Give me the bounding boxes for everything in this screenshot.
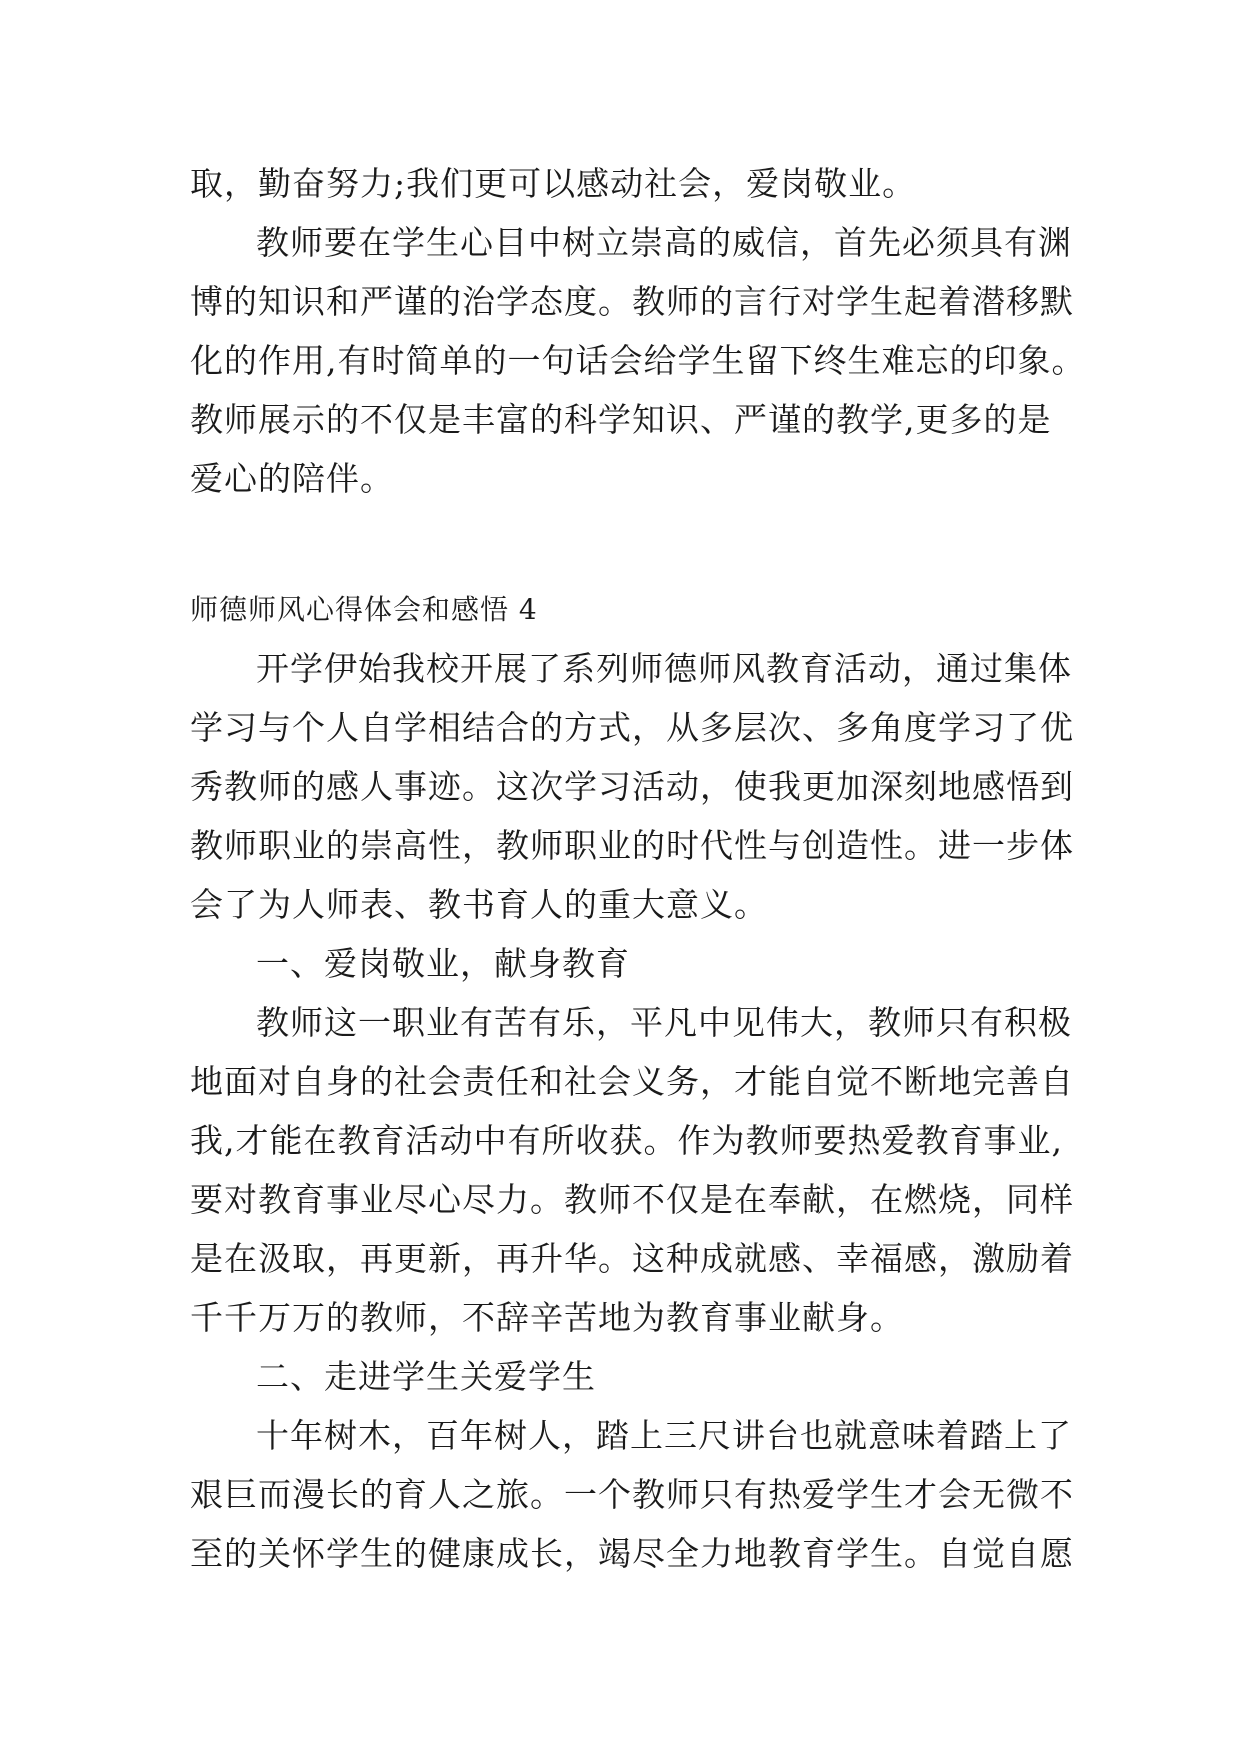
- section-heading: 师德师风心得体会和感悟 4: [190, 593, 538, 626]
- text-line: 博的知识和严谨的治学态度。教师的言行对学生起着潜移默: [190, 282, 1074, 321]
- text-line: 开学伊始我校开展了系列师德师风教育活动，通过集体: [256, 649, 1072, 688]
- text-line: 要对教育事业尽心尽力。教师不仅是在奉献，在燃烧，同样: [190, 1180, 1074, 1219]
- text-line: 学习与个人自学相结合的方式，从多层次、多角度学习了优: [190, 708, 1074, 747]
- text-line: 化的作用,有时简单的一句话会给学生留下终生难忘的印象。: [190, 341, 1086, 380]
- paragraph-1: [190, 213, 1086, 508]
- paragraph-2: [190, 639, 1074, 934]
- text-line: 是在汲取，再更新，再升华。这种成就感、幸福感，激励着: [190, 1239, 1074, 1278]
- text-line: 爱心的陪伴。: [190, 459, 394, 498]
- text-line: 地面对自身的社会责任和社会义务，才能自觉不断地完善自: [190, 1062, 1074, 1101]
- document-page: [190, 154, 1086, 1583]
- text-line: 我,才能在教育活动中有所收获。作为教师要热爱教育事业,: [190, 1121, 1063, 1160]
- section-gap: [190, 508, 1050, 580]
- text-line: 会了为人师表、教书育人的重大意义。: [190, 885, 768, 924]
- text-line: 取，勤奋努力;我们更可以感动社会，爱岗敬业。: [190, 164, 917, 203]
- text-line: 艰巨而漫长的育人之旅。一个教师只有热爱学生才会无微不: [190, 1475, 1074, 1514]
- subheading-2: 二、走进学生关爱学生: [256, 1357, 596, 1396]
- paragraph-intro: [190, 154, 1050, 213]
- text-line: 至的关怀学生的健康成长，竭尽全力地教育学生。自觉自愿: [190, 1534, 1074, 1573]
- text-line: 教师这一职业有苦有乐，平凡中见伟大，教师只有积极: [256, 1003, 1072, 1042]
- paragraph-4: [190, 1406, 1074, 1583]
- text-line: 千千万万的教师，不辞辛苦地为教育事业献身。: [190, 1298, 904, 1337]
- text-line: 教师展示的不仅是丰富的科学知识、严谨的教学,更多的是: [190, 400, 1052, 439]
- text-line: 教师职业的崇高性，教师职业的时代性与创造性。进一步体: [190, 826, 1074, 865]
- subheading-1: 一、爱岗敬业，献身教育: [256, 944, 630, 983]
- text-line: 教师要在学生心目中树立崇高的威信，首先必须具有渊: [256, 223, 1072, 262]
- paragraph-3: [190, 993, 1074, 1347]
- text-line: 十年树木，百年树人，踏上三尺讲台也就意味着踏上了: [256, 1416, 1072, 1455]
- text-line: 秀教师的感人事迹。这次学习活动，使我更加深刻地感悟到: [190, 767, 1074, 806]
